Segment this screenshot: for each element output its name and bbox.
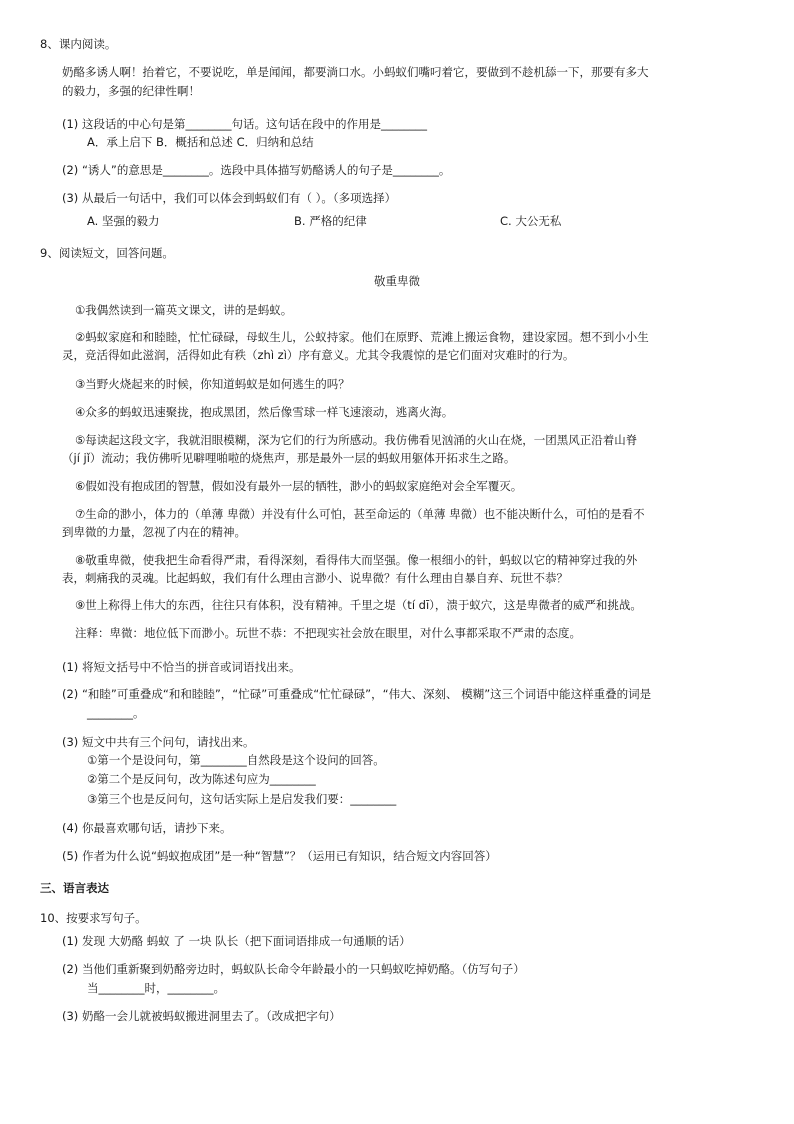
q8-sub3: (3) 从最后一句话中，我们可以体会到蚂蚁们有（ ）。（多项选择） (62, 191, 397, 205)
passage-para-5-line1: ⑤每读起这段文字，我就泪眼模糊，深为它们的行为所感动。我仿佛看见汹涌的火山在烧，一团黑风正沿着山脊 (75, 433, 638, 447)
passage-para-6: ⑥假如没有抱成团的智慧，假如没有最外一层的牺牲，渺小的蚂蚁家庭绝对会全军覆灭。 (75, 479, 523, 493)
q10-sub1: (1) 发现 大奶酪 蚂蚁 了 一块 队长（把下面词语排成一句通顺的话） (62, 934, 411, 948)
passage-note: 注释：卑微：地位低下而渺小。玩世不恭：不把现实社会放在眼里，对什么事都采取不严肃的态度。 (75, 626, 581, 640)
passage-para-2-line2: 灵，竞活得如此滋润，活得如此有秩（zhì zì）序有意义。尤其令我震惊的是它们面对灾难时的行为。 (62, 348, 575, 362)
section-heading: 三、语言表达 (40, 881, 109, 895)
q9-heading: 9、阅读短文，回答问题。 (40, 246, 174, 260)
q8-sub1: (1) 这段话的中心句是第________句话。这句话在段中的作用是________ (62, 117, 427, 131)
q10-heading: 10、按要求写句子。 (40, 911, 147, 925)
passage-para-7-line2: 到卑微的力量，忽视了内在的精神。 (62, 525, 246, 539)
q8-sub3-option-a: A. 坚强的毅力 (87, 214, 160, 228)
q9-sub3-a: ①第一个是设问句，第________自然段是这个设问的回答。 (87, 753, 385, 767)
passage-para-1: ①我偶然读到一篇英文课文，讲的是蚂蚁。 (75, 303, 293, 317)
q9-sub3: (3) 短文中共有三个问句，请找出来。 (62, 735, 255, 749)
q8-passage-line1: 奶酪多诱人啊！抬着它，不要说吃，单是闻闻，都要淌口水。小蚂蚁们嘴叼着它，要做到不趁机舔一下，那要有多大 (62, 65, 649, 79)
passage-para-4: ④众多的蚂蚁迅速聚拢，抱成黑团，然后像雪球一样飞速滚动，逃离火海。 (75, 405, 454, 419)
passage-para-5-line2: （jí jǐ）流动；我仿佛听见噼哩啪啦的烧焦声，那是最外一层的蚂蚁用躯体开拓求生之路。 (62, 451, 516, 465)
q8-sub3-option-b: B. 严格的纪律 (294, 214, 367, 228)
q8-sub3-option-c: C. 大公无私 (500, 214, 562, 228)
q8-passage-line2: 的毅力，多强的纪律性啊！ (62, 84, 200, 98)
passage-title: 敬重卑微 (374, 274, 420, 288)
q8-heading: 8、课内阅读。 (40, 37, 117, 51)
passage-para-7-line1: ⑦生命的渺小，体力的（单薄 卑微）并没有什么可怕，甚至命运的（单薄 卑微）也不能决断什么，可怕的是看不 (75, 507, 645, 521)
passage-para-3: ③当野火烧起来的时候，你知道蚂蚁是如何逃生的吗？ (75, 377, 350, 391)
passage-para-8-line2: 表，刺痛我的灵魂。比起蚂蚁，我们有什么理由言渺小、说卑微？有什么理由自暴自弃、玩世不恭？ (62, 571, 568, 585)
q9-sub4: (4) 你最喜欢哪句话，请抄下来。 (62, 821, 232, 835)
q10-sub3: (3) 奶酪一会儿就被蚂蚁搬进洞里去了。（改成把字句） (62, 1009, 341, 1023)
q9-sub2-line2: ________。 (87, 706, 145, 720)
q9-sub3-c: ③第三个也是反问句，这句话实际上是启发我们要：________ (87, 792, 397, 806)
q9-sub5: (5) 作者为什么说“蚂蚁抱成团”是一种“智慧”？（运用已有知识，结合短文内容回答） (62, 849, 497, 863)
passage-para-2-line1: ②蚂蚁家庭和和睦睦，忙忙碌碌，母蚁生儿，公蚁持家。他们在原野、荒滩上搬运食物，建设家园。想不到小小生 (75, 330, 649, 344)
passage-para-9: ⑨世上称得上伟大的东西，往往只有体积，没有精神。千里之堤（tí dī），溃于蚁穴，这是卑微者的威严和挑战。 (75, 598, 642, 612)
q10-sub2: (2) 当他们重新聚到奶酪旁边时，蚂蚁队长命令年龄最小的一只蚂蚁吃掉奶酪。（仿写句子） (62, 962, 525, 976)
q9-sub1: (1) 将短文括号中不恰当的拼音或词语找出来。 (62, 660, 301, 674)
q8-sub1-options: A．承上启下 B．概括和总述 C．归纳和总结 (87, 135, 314, 149)
q9-sub3-b: ②第二个是反问句，改为陈述句应为________ (87, 772, 316, 786)
q8-sub2: (2) “诱人”的意思是________。选段中具体描写奶酪诱人的句子是________。 (62, 163, 451, 177)
q10-sub2-fill: 当________时，________。 (87, 981, 225, 995)
q9-sub2-line1: (2) “和睦”可重叠成“和和睦睦”，“忙碌”可重叠成“忙忙碌碌”，“伟大、深刻、 模糊”这三个词语中能这样重叠的词是 (62, 687, 652, 701)
passage-para-8-line1: ⑧敬重卑微，使我把生命看得严肃，看得深刻，看得伟大而坚强。像一根细小的针，蚂蚁以它的精神穿过我的外 (75, 553, 638, 567)
